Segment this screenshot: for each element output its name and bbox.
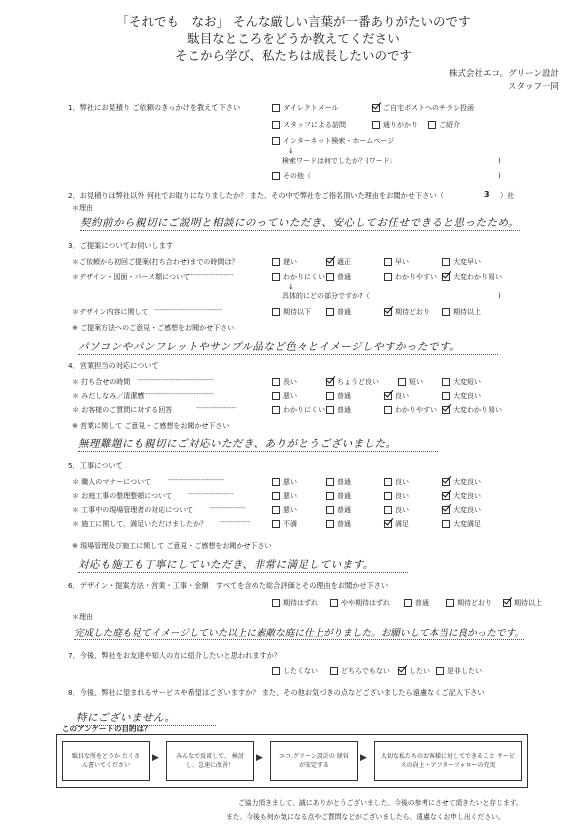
header-line-3: そこから学び、私たちは成長したいのです [174, 48, 412, 63]
q5-r1-o3[interactable]: 良い [384, 477, 409, 487]
q3-detail-arrow: ↓ [288, 283, 294, 291]
q5-r4-o2[interactable]: 普通 [326, 519, 351, 529]
q5-row2-leader: ‐‐‐‐‐‐‐‐‐‐‐‐‐‐‐‐‐‐ [188, 490, 234, 498]
q7-o1[interactable]: したくない [272, 666, 318, 676]
q3-r1-o4[interactable]: 大変早い [442, 257, 481, 267]
q4-r1-o1[interactable]: 長い [272, 377, 297, 387]
q4-row2-leader: ‐‐‐‐‐‐‐‐‐‐‐‐‐‐‐‐‐‐‐‐‐‐‐‐‐‐‐‐‐‐ [138, 390, 214, 398]
q2-reason-label: ＊理由 [72, 204, 93, 212]
q5-r1-o2[interactable]: 普通 [326, 477, 351, 487]
q5-r3-o1[interactable]: 悪い [272, 505, 297, 515]
q2-count[interactable]: 3 [484, 190, 490, 199]
purpose-arrow-1: ▶ [152, 753, 159, 763]
q3-row3-label: ＊デザイン内容に関して [72, 308, 149, 316]
q5-row3-label: ＊ 工事中の現場管理者の対応について [72, 506, 194, 514]
q5-row4-label: ＊ 施工に関して、満足いただけましたか？ [72, 520, 208, 528]
q4-r3-o4[interactable]: 大変わかり易い [442, 405, 502, 415]
q5-r3-o3[interactable]: 良い [384, 505, 409, 515]
q1-arrow: ↓ [288, 147, 294, 155]
q3-r1-o3[interactable]: 早い [384, 257, 409, 267]
q3-row2-label: ＊デザイン・図面・パース類について [72, 273, 191, 281]
q8-answer[interactable]: 特にございません。 [76, 710, 216, 726]
purpose-step-3: エコ.グリーン設計の 経営が安定する [270, 741, 358, 781]
q1-opt-dm[interactable]: ダイレクトメール [272, 103, 339, 113]
q2-title: 2．お見積りは弊社以外 何社でお取りになりましたか？ また、その中で弊社をご指名頂いた理由をお聞かせ下さい（ [68, 191, 444, 200]
header-line-1: 「それでも なお」 そんな厳しい言葉が一番ありがたいのです [116, 14, 471, 29]
q3-r3-o1[interactable]: 期待以下 [272, 307, 311, 317]
q3-row2-leader: ‐‐‐‐‐‐‐‐‐‐‐‐‐‐‐‐‐‐ [188, 271, 234, 279]
q5-r2-o2[interactable]: 普通 [326, 491, 351, 501]
q3-title: 3．ご提案についてお伺いします [68, 241, 174, 250]
q4-r1-o2[interactable]: ちょうど良い [326, 377, 379, 387]
q4-row1-label: ＊ 打ち合せの時間 [72, 378, 131, 386]
q3-r3-o3[interactable]: 期待どおり [384, 307, 430, 317]
footer-line-2: また、今後も何か気になる点やご質問などがございましたら、遠慮なくお申し出ください。 [226, 813, 505, 821]
q4-r1-o4[interactable]: 大変短い [442, 377, 481, 387]
purpose-step-2: みんなで反省して、 検討し、急速に改善！ [166, 741, 254, 781]
q3-r3-o2[interactable]: 普通 [326, 307, 351, 317]
q5-r4-o4[interactable]: 大変満足 [442, 519, 481, 529]
q1-opt-other[interactable]: その他（ [272, 171, 311, 181]
q6-title: 6．デザイン・提案方法・営業・工事・金額 すべてを含めた総合評価とその理由をお聞かせ下さい [68, 581, 389, 590]
q3-row1-label: ＊ご依頼から初回ご提案(打ち合わせ)までの時間は？ [72, 258, 239, 266]
q3-row3-leader: ‐‐‐‐‐‐‐‐‐‐‐‐‐‐‐‐‐‐‐‐‐‐‐‐‐‐‐ [154, 306, 223, 314]
q5-comment-prompt: ※ 現場管理及び施工に関して ご意見・ご感想をお聞かせ下さい [72, 542, 272, 550]
q8-title: 8．今後、弊社に望まれるサービスや希望はございますか？ また、その他お気づきの点などございましたら遠慮なくご記入下さい [68, 688, 485, 697]
staff-signature: スタッフ一同 [507, 82, 559, 92]
q3-r2-o1[interactable]: わかりにくい [272, 272, 325, 282]
q1-opt-referral[interactable]: ご紹介 [428, 120, 460, 130]
q4-row1-leader: ‐‐‐‐‐‐‐‐‐‐‐‐‐‐‐‐‐‐‐‐‐‐‐‐‐‐‐‐‐‐ [138, 376, 214, 384]
q6-o3[interactable]: 普通 [404, 598, 429, 608]
q6-o2[interactable]: やや期待はずれ [330, 598, 390, 608]
footer-line-1: ご協力頂きまして、誠にありがとうございました。今後の参考にさせて頂きたいと存じます。 [238, 799, 523, 807]
q5-r2-o4[interactable]: 大変良い [442, 491, 481, 501]
q3-r2-o3[interactable]: わかりやすい [384, 272, 437, 282]
q3-detail-close: ) [498, 292, 501, 300]
q4-r1-o3[interactable]: 短い [398, 377, 423, 387]
q3-r3-o4[interactable]: 期待以上 [442, 307, 481, 317]
q1-other-close: ) [498, 172, 501, 180]
q1-opt-flyer[interactable]: ご自宅ポストへのチラシ投函 [372, 103, 474, 113]
purpose-step-1: 駄目な所をどうか たくさん書いてください [62, 741, 150, 781]
q6-answer[interactable]: 完成した庭も見てイメージしていた以上に素敵な庭に仕上がりました。お願いして本当に良かったです。 [74, 625, 524, 640]
q5-r3-o2[interactable]: 普通 [326, 505, 351, 515]
q1-search-close: ) [498, 157, 501, 165]
q3-answer[interactable]: パソコンやパンフレットやサンプル品など色々とイメージしやすかったです。 [78, 339, 498, 355]
q5-r2-o1[interactable]: 悪い [272, 491, 297, 501]
q4-answer[interactable]: 無理難題にも親切にご対応いただき、ありがとうございました。 [78, 436, 438, 452]
q5-answer[interactable]: 対応も施工も丁寧にしていただき、非常に満足しています。 [78, 557, 408, 573]
q4-r3-o2[interactable]: 普通 [326, 405, 351, 415]
q5-row2-label: ＊ お庭工事の整理整頓について [72, 492, 173, 500]
q3-r1-o1[interactable]: 遅い [272, 257, 297, 267]
q7-title: 7．今後、弊社をお友達や知人の方に紹介したいと思われますか？ [68, 651, 282, 660]
q7-o4[interactable]: 是非したい [436, 666, 482, 676]
q3-r2-o2[interactable]: 普通 [326, 272, 351, 282]
q4-title: 4．営業担当の対応について [68, 361, 159, 370]
q5-row1-label: ＊ 職人のマナーについて [72, 478, 152, 486]
q4-r2-o2[interactable]: 普通 [326, 391, 351, 401]
q5-r4-o3[interactable]: 満足 [384, 519, 409, 529]
q6-o4[interactable]: 期待どおり [446, 598, 492, 608]
q5-row4-leader: ‐‐‐‐‐‐‐‐‐‐‐‐ [220, 518, 251, 526]
q1-title: 1．弊社にお見積り ご依頼のきっかけを教えて下さい [68, 103, 241, 112]
q7-o3[interactable]: したい [398, 666, 430, 676]
q4-r2-o4[interactable]: 大変良い [442, 391, 481, 401]
q4-row2-label: ＊ みだしなみ／清潔感 [72, 392, 145, 400]
header-line-2: 駄目なところをどうか教えてください [187, 31, 400, 46]
company-name: 株式会社エコ。グリーン設計 [449, 69, 559, 79]
q4-comment-prompt: ※ 営業に関して ご意見・ご感想をお聞かせ下さい [72, 422, 230, 430]
q4-r3-o3[interactable]: わかりやすい [384, 405, 437, 415]
purpose-arrow-3: ▶ [360, 753, 367, 763]
q3-r2-o4[interactable]: 大変わかり易い [442, 272, 502, 282]
q5-row3-leader: ‐‐‐‐‐‐‐‐‐‐‐‐‐‐ [210, 504, 246, 512]
q4-r2-o3[interactable]: 良い [384, 391, 409, 401]
q6-o1[interactable]: 期待はずれ [272, 598, 318, 608]
q5-row1-leader: ‐‐‐‐‐‐‐‐‐‐‐‐‐‐‐‐‐‐‐‐‐‐ [168, 476, 224, 484]
q5-title: 5．工事について [68, 461, 123, 470]
q4-r2-o1[interactable]: 悪い [272, 391, 297, 401]
q4-r3-o1[interactable]: わかりにくい [272, 405, 325, 415]
q1-opt-internet[interactable]: インターネット検索・ホームページ [272, 136, 394, 146]
q5-r2-o3[interactable]: 良い [384, 491, 409, 501]
q6-o5[interactable]: 期待以上 [503, 598, 542, 608]
q6-reason-label: ＊理由 [72, 613, 93, 621]
q5-r3-o4[interactable]: 大変良い [442, 505, 481, 515]
q5-r4-o1[interactable]: 不満 [272, 519, 297, 529]
q5-r1-o1[interactable]: 悪い [272, 477, 297, 487]
q4-row3-leader: ‐‐‐‐‐‐‐‐‐‐‐‐‐‐‐‐ [196, 404, 237, 412]
q2-count-suffix: ）社 [500, 191, 515, 200]
purpose-step-4: 大切な私たちのお客様に対してできること サービスの向上・アフターフォローの充実 [374, 741, 522, 781]
purpose-title: このアンケートの目的は？ [62, 724, 152, 733]
q3-r1-o2[interactable]: 適正 [326, 257, 351, 267]
q3-detail: 具体的にどの部分ですか?（ [282, 292, 370, 300]
q7-o2[interactable]: どちらでもない [330, 666, 390, 676]
q3-comment-prompt: ※ ご提案方法へのご意見・ご感想をお聞かせ下さい [72, 324, 235, 332]
q2-answer[interactable]: 契約前から親切にご説明と相談にのっていただき、安心してお任せできると思ったため。 [80, 217, 520, 229]
q5-r1-o4[interactable]: 大変良い [442, 477, 481, 487]
q1-search-word: 検索ワードは何でしたか？(ワード: [282, 157, 393, 165]
q1-opt-passing[interactable]: 通りがかり [372, 120, 418, 130]
q4-row3-label: ＊ お客様のご質問に対する回答 [72, 406, 173, 414]
purpose-arrow-2: ▶ [256, 753, 263, 763]
q1-opt-visit[interactable]: スタッフによる訪問 [272, 120, 346, 130]
